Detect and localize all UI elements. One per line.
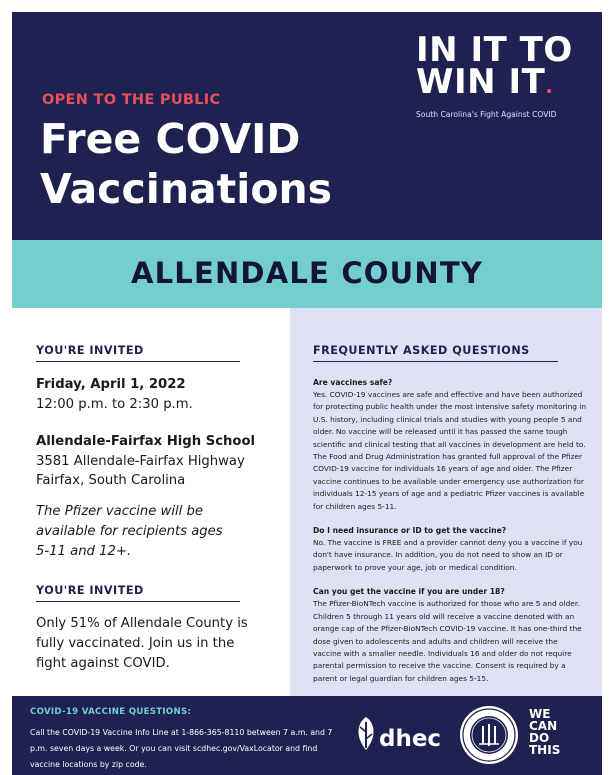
faq-panel (290, 308, 602, 696)
event-details (36, 308, 278, 674)
wecan-line-3: DO (529, 731, 550, 745)
county-banner (12, 240, 602, 308)
we-can-do-this-logo (529, 708, 585, 756)
faq-answer-1: Yes. COVID-19 vaccines are safe and effective and have been authorized for protecting public health under the most intensive safety monitoring in U.S. history, including clinical trials and studies with young people 5 and older. No vaccine will be released until it has passed the same tough scientific and clinical testing that all vaccines in development are held to. The Food and Drug Administration has granted full approval of the Pfizer COVID-19 vaccine for individuals 16 years of age and older. The Pfizer vaccine continues to be available under emergency use authorization for individuals 12-15 years of age and a pediatric Pfizer vaccines is available for children ages 5-11. (313, 390, 587, 511)
faq-answer-3: The Pfizer-BioNTech vaccine is authorized for those who are 5 and older. Children 5 through 11 years old will receive a vaccine denoted with an orange cap of the Pfizer-BioNTech COVID-19 vaccine. It has one-third the dose given to adolescents and adults and children will receive the vaccine with a smaller needle. Individuals 16 and older do not require parental permission to receive the vaccine. Consent is required by a parent or legal guardian for children ages 5-15. (313, 599, 582, 683)
south-carolina-seal-icon (458, 704, 520, 766)
faq-question-3: Can you get the vaccine if you are under 18? (313, 587, 505, 597)
faq-question-1: Are vaccines safe? (313, 378, 393, 387)
eyebrow-text: OPEN TO THE PUBLIC (42, 92, 221, 108)
faq-content (313, 344, 588, 685)
footer (12, 696, 602, 775)
page-title (40, 114, 332, 214)
event-address (36, 452, 278, 490)
event-time: 12:00 p.m. to 2:30 p.m. (36, 397, 193, 412)
brand-line-2 (416, 62, 592, 102)
dhec-leaf-icon (352, 714, 380, 754)
vaccine-note: The Pfizer vaccine will be available for recipients ages 5-11 and 12+. (36, 504, 223, 559)
faq-question-2: Do I need insurance or ID to get the vaccine? (313, 526, 507, 536)
invite-heading-2: YOU'RE INVITED (36, 584, 240, 602)
in-it-to-win-it-logo (416, 30, 592, 119)
brand-dot: . (545, 74, 554, 98)
footer-heading: COVID-19 VACCINE QUESTIONS: (30, 707, 192, 717)
county-name: ALLENDALE COUNTY (130, 256, 484, 290)
title-line-2: Vaccinations (40, 165, 333, 213)
vaccination-stat: Only 51% of Allendale County is fully vaccinated. Join us in the fight against COVID. (36, 616, 248, 671)
dhec-logo-text: dhec (379, 726, 442, 752)
flyer (12, 12, 602, 775)
brand-line-2-text: WIN IT (416, 62, 546, 102)
faq-heading: FREQUENTLY ASKED QUESTIONS (313, 344, 558, 362)
address-line-1: 3581 Allendale-Fairfax Highway (36, 454, 245, 469)
dhec-logo (352, 714, 442, 758)
event-date: Friday, April 1, 2022 (36, 377, 186, 392)
hero-banner (12, 12, 602, 240)
brand-tagline: South Carolina's Fight Against COVID (416, 110, 557, 119)
wecan-line-2: CAN (529, 719, 558, 733)
faq-answer-2: No. The vaccine is FREE and a provider cannot deny you a vaccine if you don't have insurance. In addition, you do not need to show an ID or paperwork to prove your age, job or medical condition. (313, 538, 583, 572)
address-line-2: Fairfax, South Carolina (36, 473, 186, 488)
brand-line-1: IN IT TO (416, 30, 573, 70)
footer-text: Call the COVID-19 Vaccine Info Line at 1-866-365-8110 between 7 a.m. and 7 p.m. seven days a week. Or you can visit scdhec.gov/VaxLocator and find vaccine locations by zip code. (30, 728, 333, 769)
wecan-line-4: THIS (529, 743, 561, 757)
wecan-line-1: WE (529, 707, 551, 721)
title-line-1: Free COVID (40, 115, 301, 163)
invite-heading: YOU'RE INVITED (36, 344, 240, 362)
event-venue: Allendale-Fairfax High School (36, 434, 256, 449)
